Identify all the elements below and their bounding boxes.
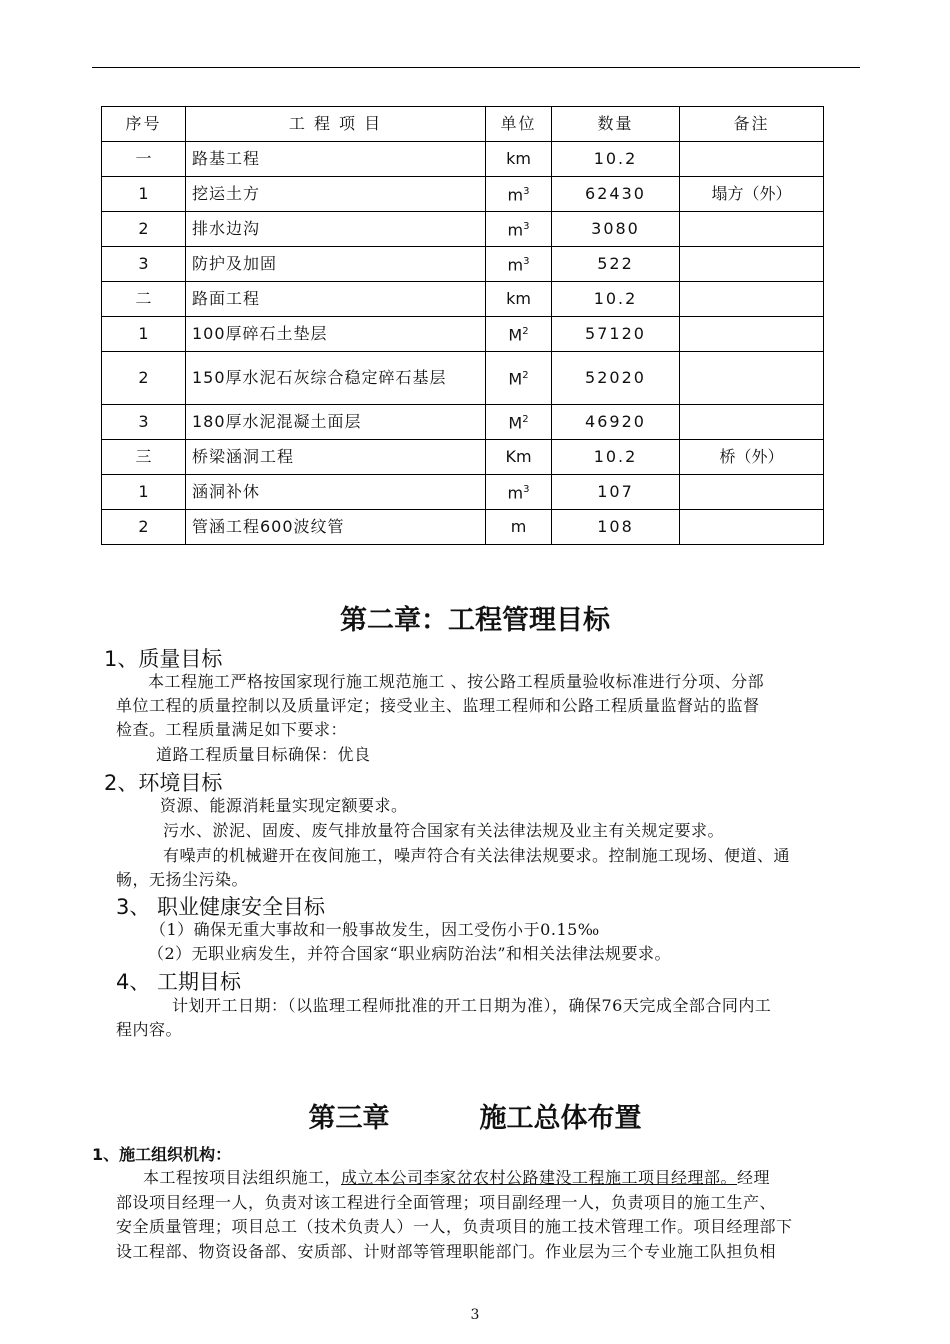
- cell-unit-text: M: [508, 325, 523, 345]
- schedule-para-line2: 程内容。: [116, 1020, 183, 1039]
- cell-no: [102, 142, 186, 177]
- cell-no-text: 2: [138, 219, 149, 238]
- cell-qty: [552, 475, 680, 510]
- cell-item-text: 挖运土方: [192, 184, 261, 203]
- cell-qty: [552, 177, 680, 212]
- header-rule: [92, 67, 860, 68]
- cell-no-text: 2: [138, 368, 149, 387]
- table-row: [102, 352, 824, 405]
- cell-item: [186, 440, 486, 475]
- cell-no: [102, 317, 186, 352]
- cell-qty-text: 57120: [585, 324, 646, 343]
- cell-no-text: 1: [138, 184, 149, 203]
- cell-qty-text: 108: [597, 517, 634, 536]
- cell-item-text: 路基工程: [192, 149, 261, 168]
- cell-qty-text: 107: [597, 482, 634, 501]
- cell-unit-text: m: [507, 220, 524, 240]
- chapter2-title: 第二章：工程管理目标: [340, 605, 610, 636]
- org-para-line1: [143, 1166, 770, 1190]
- table-header-row: [102, 107, 824, 142]
- org-line1-text: 本工程按项目法组织施工，: [143, 1168, 342, 1187]
- cell-qty-text: 10.2: [593, 447, 638, 466]
- cell-qty: [552, 510, 680, 545]
- chapter3-name: 施工总体布置: [479, 1103, 642, 1134]
- cell-note-text: 桥（外）: [719, 447, 784, 466]
- cell-note: [680, 475, 824, 510]
- header-no: 序号: [102, 107, 186, 142]
- cell-qty: [552, 352, 680, 405]
- cell-qty-text: 3080: [591, 219, 640, 238]
- cell-qty-text: 10.2: [593, 289, 638, 308]
- cell-unit: [486, 440, 552, 475]
- org-para-line4: 设工程部、物资设备部、安质部、计财部等管理职能部门。作业层为三个专业施工队担负相: [116, 1242, 777, 1261]
- cell-qty-text: 522: [597, 254, 634, 273]
- table-row: [102, 247, 824, 282]
- cell-unit-text: m: [510, 517, 527, 536]
- quality-target: 道路工程质量目标确保：优良: [156, 745, 371, 764]
- header-unit: 单位: [486, 107, 552, 142]
- cell-item-text: 180厚水泥混凝土面层: [192, 412, 362, 431]
- cell-note: [680, 282, 824, 317]
- quality-goal-heading: 1、质量目标: [104, 647, 223, 671]
- cell-item-text: 150厚水泥石灰综合稳定碎石基层: [192, 368, 447, 387]
- cell-no: [102, 475, 186, 510]
- cell-no: [102, 212, 186, 247]
- cell-qty: [552, 405, 680, 440]
- cell-unit: [486, 317, 552, 352]
- table-row: [102, 475, 824, 510]
- cell-no-text: 1: [138, 482, 149, 501]
- cell-item: [186, 352, 486, 405]
- cell-note: [680, 317, 824, 352]
- quality-para-line3: 检查。工程质量满足如下要求：: [116, 720, 348, 739]
- cell-qty-text: 10.2: [593, 149, 638, 168]
- cell-note: [680, 177, 824, 212]
- cell-item-text: 涵洞补休: [192, 482, 261, 501]
- cell-item-text: 管涵工程600波纹管: [192, 517, 345, 536]
- cell-item: [186, 510, 486, 545]
- cell-qty-text: 46920: [585, 412, 646, 431]
- cell-unit-text: m: [507, 185, 524, 205]
- cell-unit-superscript: 3: [523, 256, 530, 268]
- cell-unit: [486, 510, 552, 545]
- cell-unit-text: M: [508, 369, 523, 389]
- cell-no: [102, 405, 186, 440]
- cell-item: [186, 317, 486, 352]
- cell-no: [102, 282, 186, 317]
- quality-para-line1: 本工程施工严格按国家现行施工规范施工 、按公路工程质量验收标准进行分项、分部: [148, 672, 765, 691]
- env-para3-line2: 畅，无扬尘污染。: [116, 870, 249, 889]
- cell-unit-superscript: 2: [522, 326, 529, 338]
- cell-unit: [486, 247, 552, 282]
- table-row: [102, 510, 824, 545]
- table-row: [102, 177, 824, 212]
- environment-goal-heading: 2、环境目标: [104, 771, 223, 795]
- org-para-line3: 安全质量管理；项目总工（技术负责人）一人，负责项目的施工技术管理工作。项目经理部下: [116, 1217, 793, 1236]
- cell-item: [186, 212, 486, 247]
- cell-qty: [552, 317, 680, 352]
- cell-no: [102, 247, 186, 282]
- cell-qty: [552, 282, 680, 317]
- env-para1: 资源、能源消耗量实现定额要求。: [160, 796, 408, 815]
- cell-item-text: 路面工程: [192, 289, 261, 308]
- cell-item: [186, 247, 486, 282]
- cell-no-text: 二: [135, 289, 152, 308]
- safety-item1: （1）确保无重大事故和一般事故发生，因工受伤小于0.15‰: [150, 920, 600, 939]
- cell-unit-text: m: [507, 255, 524, 275]
- cell-note: [680, 510, 824, 545]
- table-row: [102, 440, 824, 475]
- cell-item-text: 排水边沟: [192, 219, 261, 238]
- cell-note: [680, 405, 824, 440]
- cell-note: [680, 247, 824, 282]
- env-para3-line1: 有噪声的机械避开在夜间施工，噪声符合有关法律法规要求。控制施工现场、便道、通: [163, 846, 791, 865]
- cell-unit: [486, 177, 552, 212]
- cell-unit-superscript: 2: [522, 414, 529, 426]
- cell-qty: [552, 440, 680, 475]
- org-line1-underlined: 成立本公司李家岔农村公路建没工程施工项目经理部。: [341, 1168, 738, 1187]
- table-row: [102, 405, 824, 440]
- header-note: 备注: [680, 107, 824, 142]
- cell-note: [680, 142, 824, 177]
- cell-no-text: 3: [138, 412, 149, 431]
- cell-unit: [486, 282, 552, 317]
- header-item: 工 程 项 目: [186, 107, 486, 142]
- cell-note-text: 塌方（外）: [711, 184, 792, 203]
- cell-item: [186, 177, 486, 212]
- table-row: [102, 317, 824, 352]
- cell-qty: [552, 142, 680, 177]
- quality-para-line2: 单位工程的质量控制以及质量评定；接受业主、监理工程师和公路工程质量监督站的监督: [116, 696, 760, 715]
- cell-item-text: 100厚碎石土垫层: [192, 324, 328, 343]
- cell-qty-text: 62430: [585, 184, 646, 203]
- cell-qty: [552, 212, 680, 247]
- org-para-line2: 部设项目经理一人，负责对该工程进行全面管理；项目副经理一人，负责项目的施工生产、: [116, 1193, 777, 1212]
- cell-unit: [486, 405, 552, 440]
- cell-item: [186, 142, 486, 177]
- cell-note: [680, 212, 824, 247]
- cell-unit: [486, 142, 552, 177]
- cell-unit-superscript: 3: [523, 484, 530, 496]
- cell-no: [102, 177, 186, 212]
- table-row: [102, 212, 824, 247]
- cell-unit-text: M: [508, 413, 523, 433]
- cell-unit-superscript: 2: [522, 370, 529, 382]
- env-para2: 污水、淤泥、固废、废气排放量符合国家有关法律法规及业主有关规定要求。: [163, 821, 725, 840]
- page-number: 3: [470, 1307, 480, 1323]
- cell-unit-superscript: 3: [523, 221, 530, 233]
- cell-item-text: 防护及加固: [192, 254, 278, 273]
- cell-unit-superscript: 3: [523, 186, 530, 198]
- cell-no-text: 一: [135, 149, 152, 168]
- cell-unit-text: km: [506, 289, 531, 308]
- cell-unit-text: Km: [505, 447, 532, 466]
- cell-item-text: 桥梁涵洞工程: [192, 447, 295, 466]
- table-row: [102, 142, 824, 177]
- cell-note: [680, 440, 824, 475]
- chapter3-label: 第三章: [308, 1103, 390, 1134]
- org-line1-tail: 经理: [737, 1168, 771, 1187]
- table-row: [102, 282, 824, 317]
- cell-no: [102, 352, 186, 405]
- cell-qty-text: 52020: [585, 368, 646, 387]
- safety-item2: （2）无职业病发生，并符合国家“职业病防治法”和相关法律法规要求。: [148, 944, 672, 963]
- cell-item: [186, 282, 486, 317]
- cell-no-text: 2: [138, 517, 149, 536]
- cell-item: [186, 405, 486, 440]
- chapter3-title: [0, 1096, 950, 1135]
- cell-no-text: 3: [138, 254, 149, 273]
- header-qty: 数量: [552, 107, 680, 142]
- cell-note: [680, 352, 824, 405]
- cell-unit: [486, 352, 552, 405]
- org-heading: 1、施工组织机构：: [92, 1145, 232, 1164]
- cell-no-text: 三: [135, 447, 152, 466]
- cell-unit-text: m: [507, 483, 524, 503]
- cell-qty: [552, 247, 680, 282]
- schedule-para-line1: 计划开工日期：（以监理工程师批准的开工日期为准），确保76天完成全部合同内工: [172, 996, 772, 1015]
- cell-unit: [486, 475, 552, 510]
- cell-item: [186, 475, 486, 510]
- schedule-goal-heading: 4、 工期目标: [116, 970, 242, 994]
- cell-unit-text: km: [506, 149, 531, 168]
- safety-goal-heading: 3、 职业健康安全目标: [116, 895, 326, 919]
- cell-no: [102, 440, 186, 475]
- cell-no-text: 1: [138, 324, 149, 343]
- cell-no: [102, 510, 186, 545]
- works-table: [101, 106, 824, 545]
- cell-unit: [486, 212, 552, 247]
